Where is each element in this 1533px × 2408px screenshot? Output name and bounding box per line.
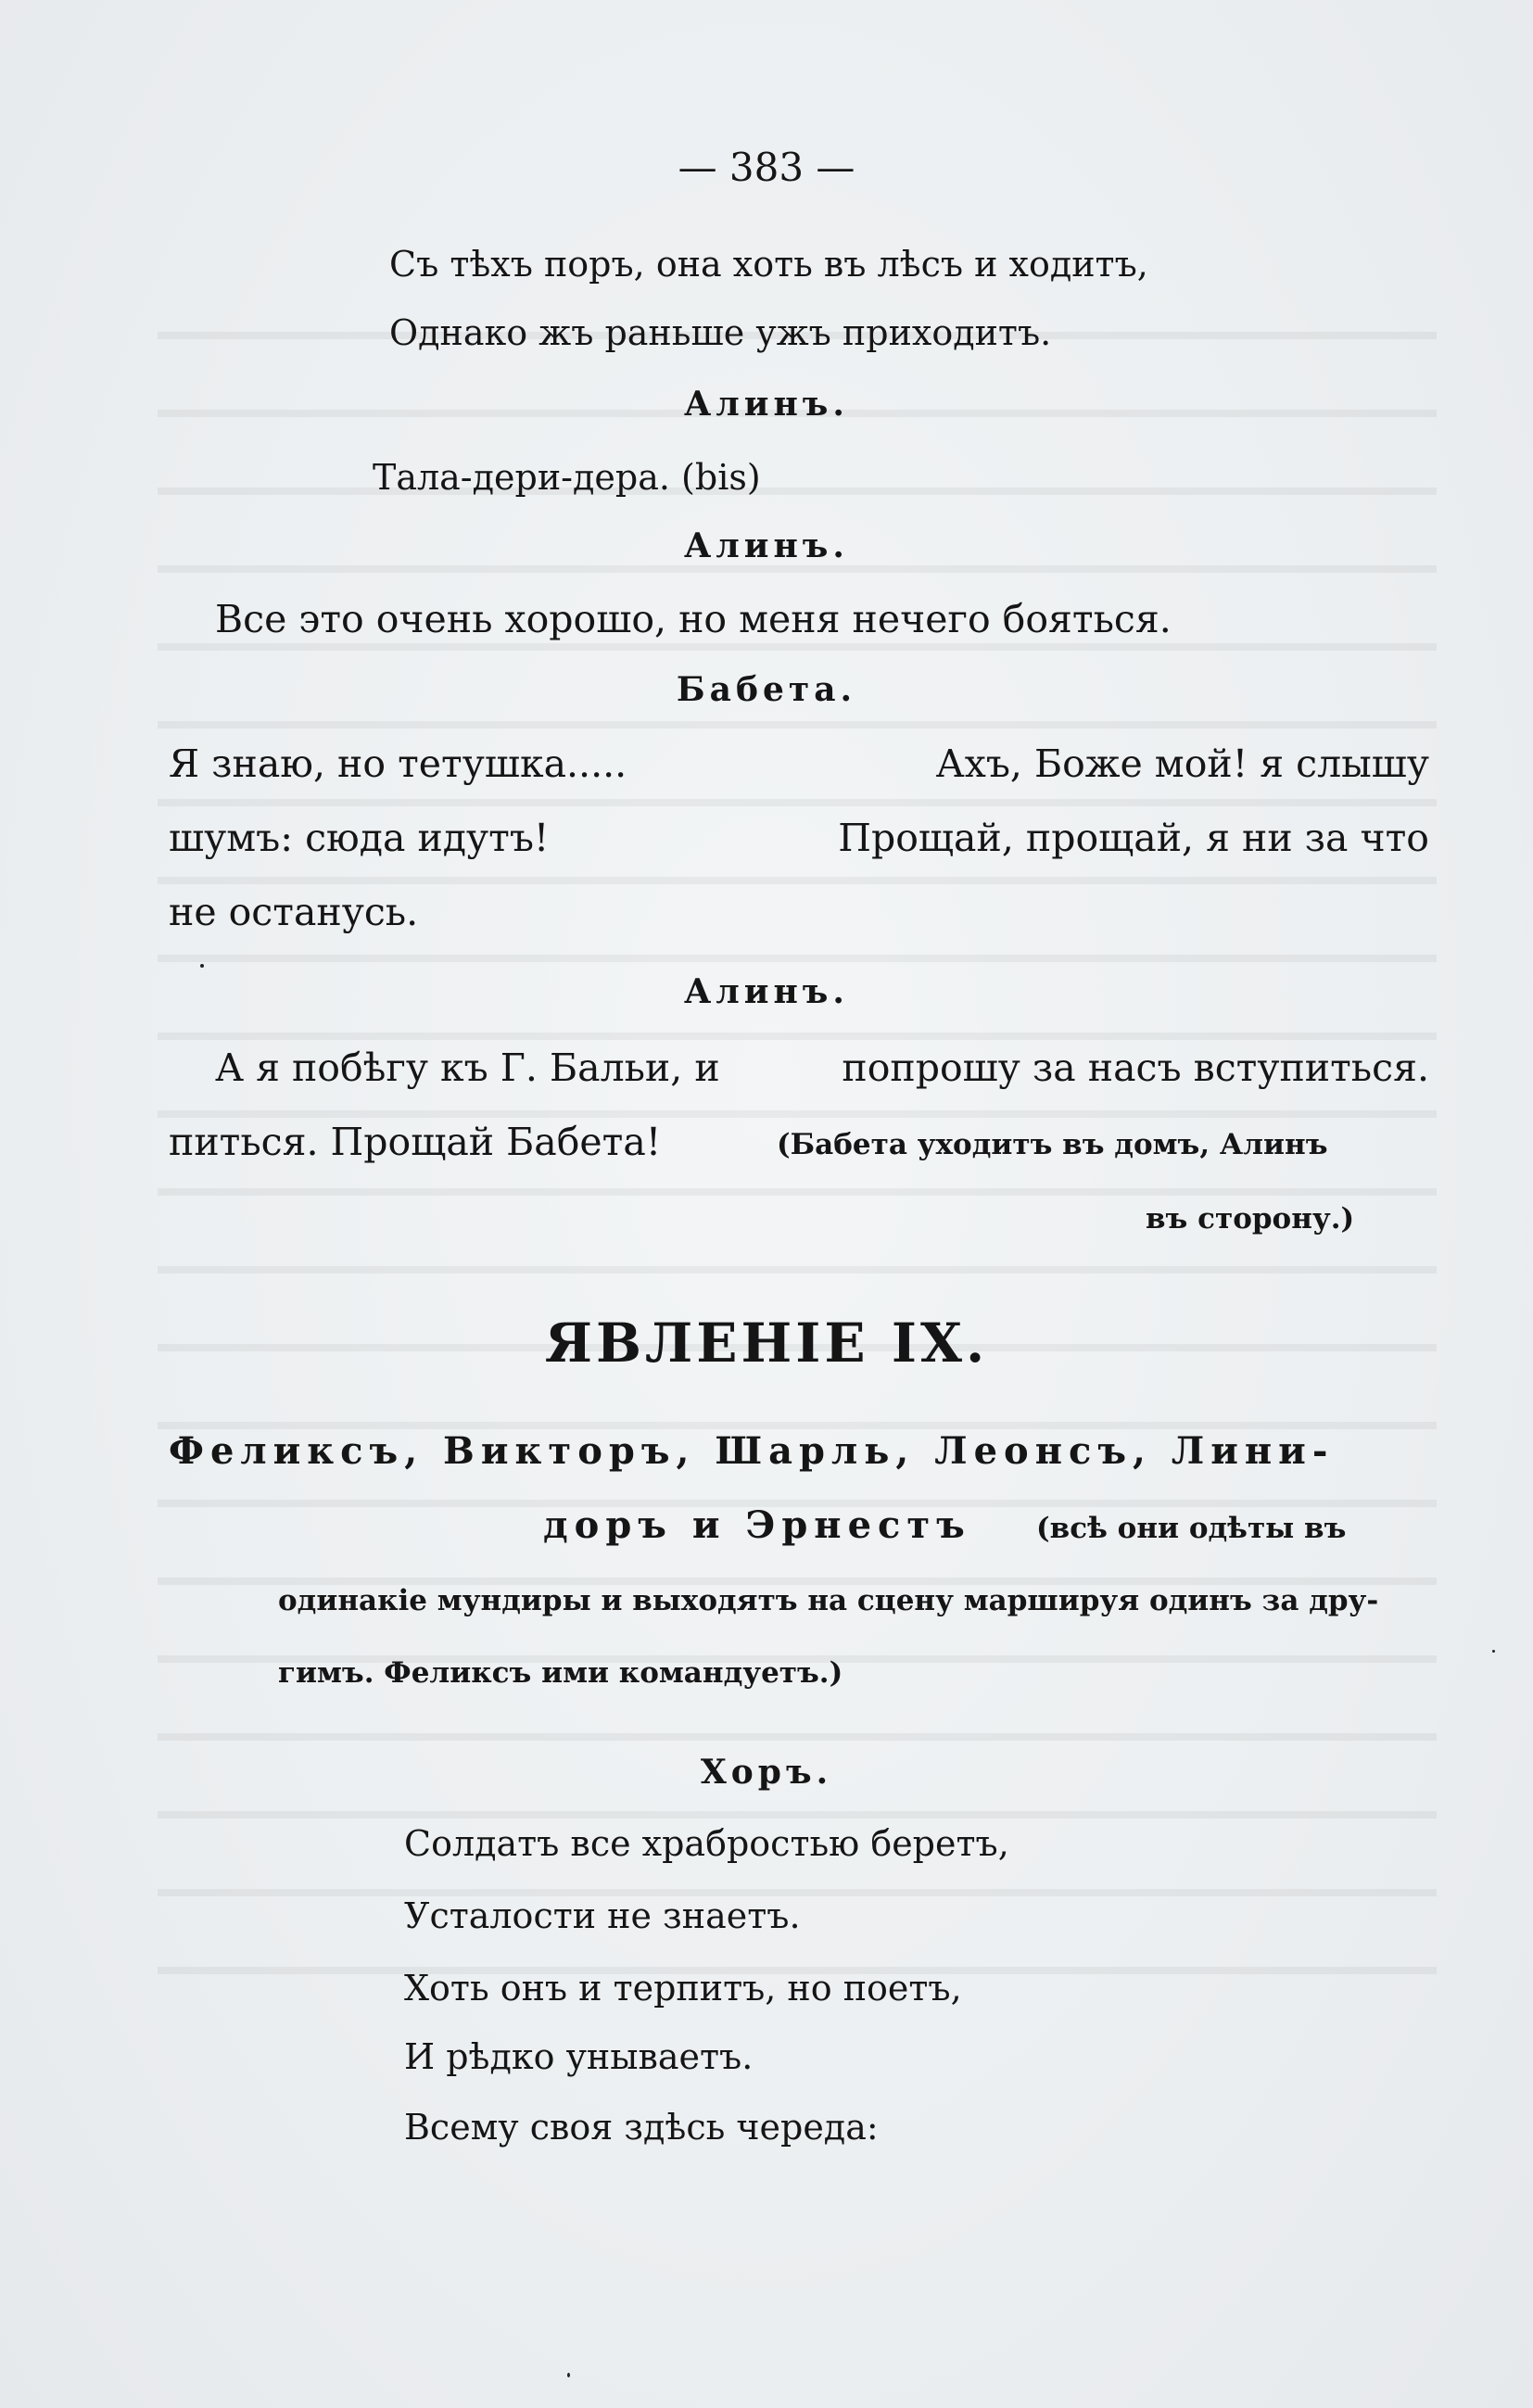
dialogue-line: питься. Прощай Бабета! (169, 1120, 662, 1164)
dialogue-fragment: Ахъ, Боже мой! я слышу (935, 741, 1429, 786)
stage-direction: одинакіе мундиры и выходятъ на сцену маршируя одинъ за дру- (278, 1584, 1379, 1617)
stage-direction: гимъ. Феликсъ ими командуетъ.) (278, 1656, 843, 1690)
stage-direction: (Бабета уходитъ въ домъ, Алинъ (777, 1128, 1328, 1161)
verse-line: И рѣдко унываетъ. (404, 2036, 754, 2077)
dialogue-fragment: Прощай, прощай, я ни за что (838, 816, 1429, 860)
verse-line: Тала-дери-дера. (bis) (373, 457, 761, 498)
dialogue-fragment: попрошу за насъ вступиться. (842, 1046, 1429, 1090)
print-speck (200, 964, 204, 968)
dialogue-line: Все это очень хорошо, но меня нечего бояться. (215, 597, 1172, 641)
verse-line: Однако жъ раньше ужъ приходитъ. (389, 312, 1052, 353)
speaker-name: Алинъ. (684, 385, 849, 424)
speaker-name: Бабета. (676, 670, 857, 709)
verse-line: Хоть онъ и терпитъ, но поетъ, (404, 1968, 962, 2009)
verse-line: Всему своя здѣсь череда: (404, 2107, 879, 2148)
page-number: — 383 — (678, 145, 855, 190)
dialogue-fragment: шумъ: сюда идутъ! (169, 816, 550, 860)
cast-list: Феликсъ, Викторъ, Шарль, Леонсъ, Лини- (169, 1429, 1335, 1473)
dialogue-line: не останусь. (169, 890, 419, 934)
dialogue-line (215, 1046, 1429, 1090)
print-speck (1492, 1650, 1495, 1653)
scene-heading: ЯВЛЕНІЕ IX. (544, 1312, 989, 1375)
speaker-name: Алинъ. (684, 972, 849, 1011)
dialogue-fragment: А я побѣгу къ Г. Бальи, и (215, 1046, 720, 1090)
stage-direction: (всѣ они одѣты въ (1036, 1512, 1347, 1545)
verse-line: Съ тѣхъ поръ, она хоть въ лѣсъ и ходитъ, (389, 244, 1148, 285)
dialogue-fragment: Я знаю, но тетушка..... (169, 741, 627, 786)
speaker-name: Хоръ. (700, 1753, 833, 1792)
verse-line: Усталости не знаетъ. (404, 1895, 801, 1936)
speaker-name: Алинъ. (684, 526, 849, 565)
dialogue-line (169, 741, 1429, 786)
verse-line: Солдатъ все храбростью беретъ, (404, 1823, 1009, 1864)
dialogue-line (169, 816, 1429, 860)
stage-direction: въ сторону.) (1146, 1202, 1355, 1236)
cast-list: доръ и Эрнестъ (543, 1503, 971, 1547)
print-speck (567, 2373, 570, 2377)
